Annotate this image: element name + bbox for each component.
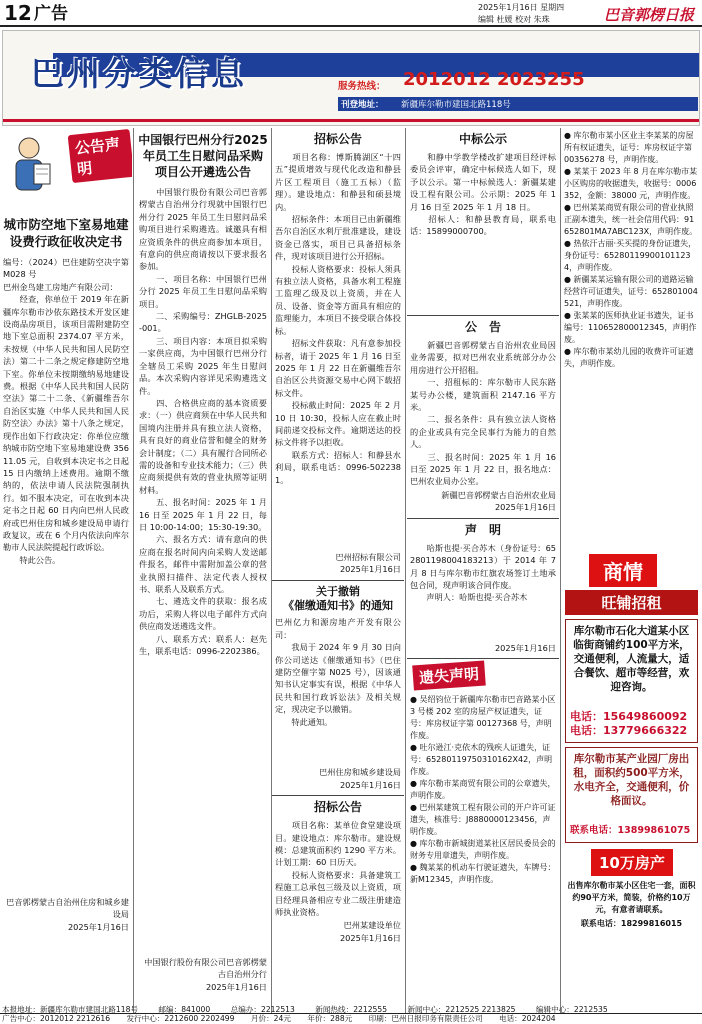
column-divider: [133, 128, 134, 1013]
banner-title: 巴州分类信息: [31, 54, 247, 93]
footer-item: 年价：288元: [307, 1014, 353, 1023]
shop-rent-title: 旺铺招租: [565, 590, 698, 615]
bank-notice-title: 中国银行巴州分行2025年员工生日慰问品采购项目公开遴选公告: [138, 133, 268, 179]
cartoon-figure-icon: [4, 134, 54, 198]
footer-item: 电话：2024204: [499, 1014, 556, 1023]
editor-line: 编辑 杜媛 校对 朱珠: [478, 15, 550, 24]
column-tenders: [272, 128, 404, 1013]
section-name: 广告: [34, 4, 68, 24]
notice-graphic: [0, 128, 132, 208]
statement-title: 声 明: [464, 522, 501, 537]
column-announcements: [407, 128, 559, 1013]
masthead: [0, 0, 702, 28]
footer-item: 新闻热线：2212555: [315, 1005, 388, 1014]
statement-date: 2025年1月16日: [494, 642, 556, 653]
announcement-title: 公 告: [464, 320, 501, 334]
announcement-signature: 新疆巴音郭楞蒙古自治州农业局: [441, 490, 556, 500]
factory-ad-contact: 联系电话：13899861075: [570, 825, 691, 836]
property-body: 出售库尔勒市某小区住宅一套，面积约90平方米，简装，价格约10万元，有意者请联系。: [567, 881, 696, 914]
award-title: 中标公示: [458, 132, 507, 146]
lost-notice-list: ● 吴绍钧位于新疆库尔勒市巴音路某小区 3 号楼 202 室的房屋产权证遗失，证号：库房权证字第 00127368 号，声明作废。 ● 吐尔逊江·克依木的残疾人证遗失，证号：65280119750310162X42，声明作废。 ● 库尔勒市某商贸有限公司的公章遗失，声明作废。 ● 巴州某建筑工程有限公司的开户许可证遗失，核准号：J8880000123456，声明作废。 ● 库尔勒市新城街道某社区居民委员会的财务专用章遗失，声明作废。 ● 魏某某的机动车行驶证遗失，车牌号：新M12345，声明作废。: [410, 695, 556, 885]
tender2-signature: 巴州某建设单位: [343, 920, 401, 931]
tender2-date: 2025年1月16日: [339, 932, 401, 943]
notice-date: 2025年1月16日: [67, 921, 129, 932]
footer: [0, 1005, 702, 1024]
revocation-date: 2025年1月16日: [339, 779, 401, 790]
footer-item: 总编办：2212513: [230, 1005, 295, 1014]
footer-item: 发行中心：2212600 2202499: [126, 1014, 235, 1023]
shop-rent-ad: [565, 619, 698, 743]
shop-rent-phone-1: 电话：15649860092: [570, 710, 688, 723]
footer-item: 广告中心：2012012 2212616: [2, 1014, 111, 1023]
notice-body: 编号：（2024）巴住建防空决字第 M028 号 巴州金鸟建工房地产有限公司： 经查，你单位于 2019 年在新疆库尔勒市沙依东路技术开发区建设商品房项目，该项目需附建防空地下室总面积 2374.07 平方米，未按规（中华人民共和国人民防空法）第二十二条之规定修建防空地下室。你单位未按期缴纳易地建设费。根据《中华人民共和国人民防空法》第二十二条、《新疆维吾尔自治区实施〈中华人民共和国人民防空法〉办法》第十八条之规定，现作出如下行政决定：你单位应缴纳城市防空地下室易地建设费 35611.05 元，自收到本决定书之日起 15 日内缴纳上述费用。逾期不缴纳的，依法申请人民法院强制执行。如不服本决定，可在收到本决定书之日起 60 日内向巴州人民政府或巴州住房和城乡建设局申请行政复议，或在 6 个月内依法向库尔勒市人民法院提起行政诉讼。 特此公告。: [3, 257, 129, 565]
factory-ad-body: 库尔勒市某产业园厂房出租，面积约500平方米，水电齐全，交通便利，价格面议。: [573, 753, 690, 807]
hotline-numbers: 2012012 2023255: [403, 69, 585, 90]
address-label: 刊登地址：: [341, 100, 384, 110]
tender-signature: 巴州招标有限公司: [335, 552, 401, 562]
column-divider: [405, 128, 406, 1013]
tender-date: 2025年1月16日: [339, 564, 401, 575]
section-rule: [407, 658, 559, 659]
notice-title: 城市防空地下室易地建设费行政征收决定书: [3, 217, 129, 249]
business-tag: 商情: [589, 554, 657, 587]
address-bar: [338, 97, 698, 111]
announcement-body: 新疆巴音郭楞蒙古自治州农业局因业务需要，拟对巴州农业系统部分办公用房进行公开招租。 一、招租标的：库尔勒市人民东路某号办公楼，建筑面积 2147.16 平方米。 二、报名条件：具有独立法人资格的企业或具有完全民事行为能力的自然人。 三、报名时间：2025 年 1 月 16 日至 2025 年 1 月 22 日，报名地点：巴州农业局办公室。: [410, 340, 556, 487]
revocation-body: 巴州亿力和源房地产开发有限公司： 我局于 2024 年 9 月 30 日向你公司送达《催缴通知书》（巴住建防空催字第 N025 号），因该通知书认定事实有误，根据《中华人民共和国行政诉讼法》及相关规定，现决定予以撤销。 特此通知。: [275, 617, 401, 727]
section-rule: [272, 580, 404, 581]
section-rule: [407, 315, 559, 316]
issue-date: 2025年1月16日 星期四: [478, 3, 565, 12]
banner-red-stripe: [3, 119, 700, 122]
page-number: 12: [4, 1, 32, 25]
tender2-title: 招标公告: [313, 800, 362, 815]
announcement-date: 2025年1月16日: [494, 502, 556, 513]
tender2-body: 项目名称：某单位食堂建设项目。建设地点：库尔勒市。建设规模：总建筑面积约 1290 平方米。计划工期：60 日历天。 投标人资格要求：具备建筑工程施工总承包三级及以上资质，项目经理具备相应专业二级注册建造师执业资格。: [275, 820, 401, 917]
footer-item: 邮编：841000: [158, 1005, 211, 1014]
footer-item: 编辑中心：2212535: [535, 1005, 608, 1014]
property-tag: 10万房产: [591, 849, 673, 876]
lost-notice-list-2: ● 库尔勒市某小区业主李某某的房屋所有权证遗失，证号：库房权证字第 00356278 号，声明作废。 ● 某某于 2023 年 8 月在库尔勒市某小区购房的收据遗失，收据号：0006352，金额：38000 元，声明作废。 ● 巴州某某商贸有限公司的营业执照正副本遗失，统一社会信用代码：91652801MA7ABC123X，声明作废。 ● 热依汗古丽·买买提的身份证遗失，身份证号：652801199001011234，声明作废。 ● 新疆某某运输有限公司的道路运输经营许可证遗失，证号：652801004521，声明作废。 ● 张某某的医师执业证书遗失，证书编号：110652800012345，声明作废。 ● 库尔勒市某幼儿园的收费许可证遗失，声明作废。: [564, 131, 698, 368]
section-rule: [407, 518, 559, 519]
column-notices: [0, 128, 132, 1013]
footer-item: 月价：24元: [250, 1014, 291, 1023]
column-business: [561, 128, 702, 1013]
tender-body: 项目名称：博斯腾湖区“十四五”提质增效与现代化改造和静县片区工程项目（施工五标）（监理）。建设地点：和静县和硕县境内。 招标条件：本项目已由新疆维吾尔自治区水利厅批准建设，建设资金已落实，项目已具备招标条件，现对该项目进行公开招标。 投标人资格要求：投标人须具有独立法人资格，具备水利工程施工监理乙级及以上资质，并在人员、设备、资金等方面具有相应的监理能力，本项目不接受联合体投标。 招标文件获取：凡有意参加投标者，请于 2025 年 1 月 16 日至 2025 年 1 月 22 日在新疆维吾尔自治区公共资源交易中心网下载招标文件。 投标截止时间：2025 年 2 月 10 日 10:30，投标人应在截止时间前递交投标文件。逾期送达的投标文件将予以拒收。 联系方式：招标人：和静县水利局，联系电话：0996-5022381。: [275, 152, 401, 485]
property-contact: 联系电话：18299816015: [580, 919, 683, 928]
footer-row-2: [2, 1014, 700, 1024]
notice-signature: 巴音郭楞蒙古自治州住房和城乡建设局: [6, 897, 129, 920]
address-text: 新疆库尔勒市建国北路118号: [401, 100, 511, 110]
newspaper-logo: 巴音郭楞日报: [604, 6, 695, 24]
shop-rent-phone-2: 电话：13779666322: [570, 724, 688, 737]
tender-title: 招标公告: [313, 132, 362, 146]
lost-notice-header: [413, 663, 559, 688]
bank-notice-date: 2025年1月16日: [205, 981, 267, 992]
footer-item: 印刷：巴州日报印务有限责任公司: [368, 1014, 483, 1023]
revocation-signature: 巴州住房和城乡建设局: [319, 767, 401, 778]
lost-notice-tag: 遗失声明: [412, 661, 486, 691]
footer-item: 本报地址：新疆库尔勒市建国北路118号: [2, 1005, 138, 1014]
statement-body: 哈斯也提·买合苏木（身份证号：652801198004183213）于 2014 年 7 月 8 日与库尔勒市红旗农场签订土地承包合同，现声明该合同作废。 声明人：哈斯也提·买合苏木: [410, 542, 556, 603]
shop-rent-body: 库尔勒市石化大道某小区临街商铺约100平方米，交通便利，人流量大，适合餐饮、超市等经营，欢迎咨询。: [573, 625, 690, 693]
bank-notice-signature: 中国银行股份有限公司巴音郭楞蒙古自治州分行: [144, 957, 267, 980]
revocation-title: 关于撤销 《催缴通知书》的通知: [283, 584, 393, 612]
factory-ad: [565, 747, 698, 843]
notice-tag: 公告声明: [68, 129, 132, 183]
classified-banner: [2, 30, 700, 126]
header-rule: [0, 25, 702, 27]
award-body: 和静中学教学楼改扩建项目经评标委员会评审，确定中标候选人如下，现予以公示。第一中标候选人：新疆某建设工程有限公司。公示期：2025 年 1 月 16 日至 2025 年 1 月 18 日。 招标人：和静县教育局，联系电话：15899000700。: [410, 152, 556, 237]
section-rule: [272, 795, 404, 796]
hotline-label: 服务热线：: [338, 81, 386, 92]
column-bank-notice: [136, 128, 270, 1013]
bank-notice-body: 中国银行股份有限公司巴音郭楞蒙古自治州分行现就中国银行巴州分行 2025 年员工生日慰问品采购项目进行采购遴选。诚邀具有相应资质条件的供应商参加本项目，有意向的供应商请按以下要求报名参加。 一、项目名称：中国银行巴州分行 2025 年员工生日慰问品采购项目。 二、采购编号：ZHGLB-2025-001。 三、项目内容：本项目拟采购一家供应商，为中国银行巴州分行全辖员工采购 2025 年生日慰问品。本次采购内容详见采购遴选文件。 四、合格供应商的基本资质要求：（一）供应商须在中华人民共和国境内注册并具有独立法人资格，具有良好的商业信誉和健全的财务会计制度；（二）具有履行合同所必需的设备和专业技术能力；（三）供应商须提供有效的营业执照等证明材料。 五、报名时间：2025 年 1 月 16 日至 2025 年 1 月 22 日，每日 10:00-14:00；15:30-19:30。 六、报名方式：请有意向的供应商在报名时间内向采购人发送邮件报名，邮件中需附加盖公章的营业执照扫描件、法定代表人授权书、联系人及联系方式。 七、遴选文件的获取：报名成功后，采购人将以电子邮件方式向供应商发送遴选文件。 八、联系方式：联系人：赵先生，联系电话：0996-2202386。: [139, 187, 267, 657]
footer-item: 新闻中心：2212525 2213825: [407, 1005, 516, 1014]
